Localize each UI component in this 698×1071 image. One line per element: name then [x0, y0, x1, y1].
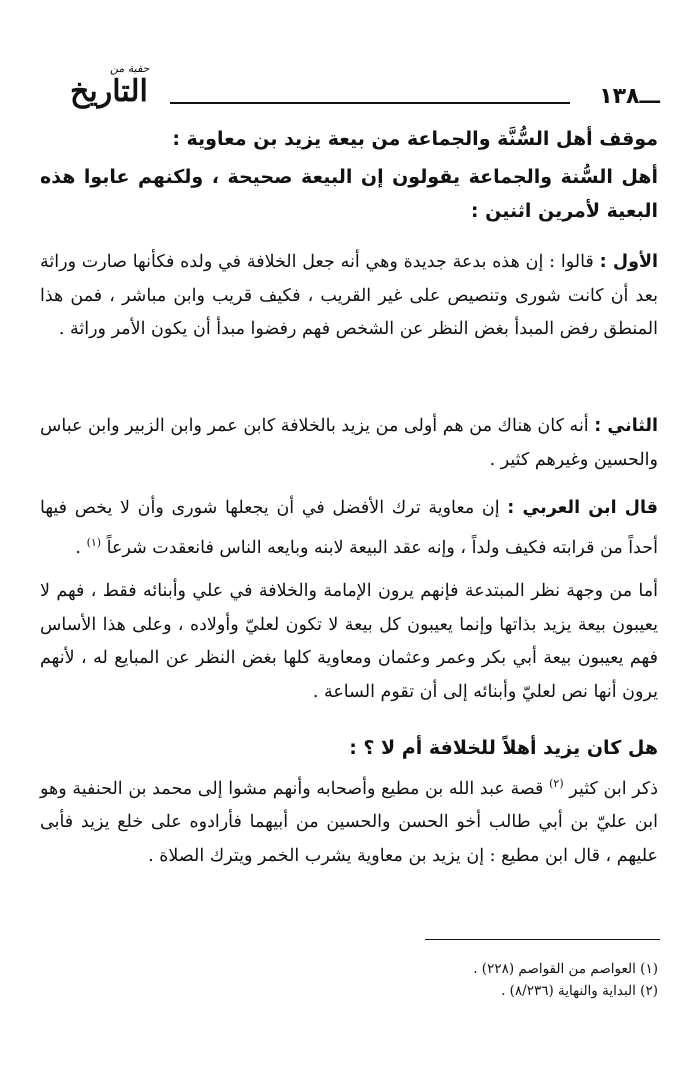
footnotes [40, 958, 658, 1002]
ibn-arabi-label: قال ابن العربي : [507, 498, 658, 518]
footnote-rule [425, 939, 660, 940]
ibn-arabi-end: . [75, 537, 81, 558]
page-header [40, 62, 660, 112]
book-logo [40, 62, 170, 112]
second-reason-label: الثاني : [594, 416, 658, 436]
first-reason-label: الأول : [599, 252, 658, 272]
second-reason-paragraph [40, 410, 658, 477]
header-rule [170, 102, 570, 104]
ibn-arabi-paragraph [40, 492, 658, 565]
final-paragraph [40, 767, 658, 873]
second-reason-text: أنه كان هناك من هم أولى من يزيد بالخلافة كابن عمر وابن الزبير وابن عباس والحسين وغيرهم كثير . [40, 416, 658, 470]
footnote-ref-1[interactable]: (١) [86, 535, 102, 549]
intro-paragraph: أهل السُّنة والجماعة يقولون إن البيعة صحيحة ، ولكنهم عابوا هذه البعية لأمرين اثنين : [40, 166, 658, 222]
first-reason-text: قالوا : إن هذه بدعة جديدة وهي أنه جعل الخلافة في ولده فكأنها صارت وراثة بعد أن كانت شورى وتنصيص على غير القريب ، فكيف قريب وابن مباشر ، فمن هذا المنطق رفض المبدأ بغض النظر عن الشخص فهم رفضوا مبدأ أن يكون الأمر وراثة . [40, 252, 658, 339]
footnote-1: (١) العواصم من القواصم (٢٢٨) . [473, 961, 658, 977]
logo-title: التاريخ [70, 74, 148, 109]
footnote-ref-2[interactable]: (٢) [549, 777, 564, 790]
page-number: ـــ١٣٨ [599, 84, 660, 109]
innovators-paragraph: أما من وجهة نظر المبتدعة فإنهم يرون الإمامة والخلافة في علي وأبنائه فقط ، فهم لا يعيبون بيعة يزيد بذاتها وإنما يعيبون كل بيعة لا تكون لعليّ وأولاده ، وعلى هذا الأساس فهم يعيبون بيعة أبي بكر وعمر وعثمان ومعاوية كلها بغض النظر عن المبايع له ، لأنهم يرون أنها نص لعليّ وأبنائه إلى أن تقوم الساعة . [40, 581, 658, 702]
ibn-arabi-text: إن معاوية ترك الأفضل في أن يجعلها شورى وأن لا يخص فيها أحداً من قرابته فكيف ولداً ، وإنه عقد البيعة لابنه وبايعه الناس فانعقدت شرعاً [40, 498, 658, 558]
section-heading: موقف أهل السُّنَّة والجماعة من بيعة يزيد بن معاوية : [172, 128, 658, 150]
ornament-left-icon: ـــ [639, 84, 660, 108]
first-reason-paragraph [40, 246, 658, 347]
logo-subtitle: حقبة من [110, 62, 150, 75]
question-heading: هل كان يزيد أهلاً للخلافة أم لا ؟ : [349, 737, 658, 759]
footnote-2: (٢) البداية والنهاية (٨/٢٣٦) . [501, 983, 658, 999]
final-start: ذكر ابن كثير [569, 778, 658, 799]
final-text: قصة عبد الله بن مطيع وأصحابه وأنهم مشوا إلى محمد بن الحنفية وهو ابن عليّ بن أبي طالب أخو الحسن والحسين من أبيهما فأرادوه على خلع يزيد فأبى عليهم ، قال ابن مطيع : إن يزيد بن معاوية يشرب الخمر ويترك الصلاة . [40, 778, 658, 866]
